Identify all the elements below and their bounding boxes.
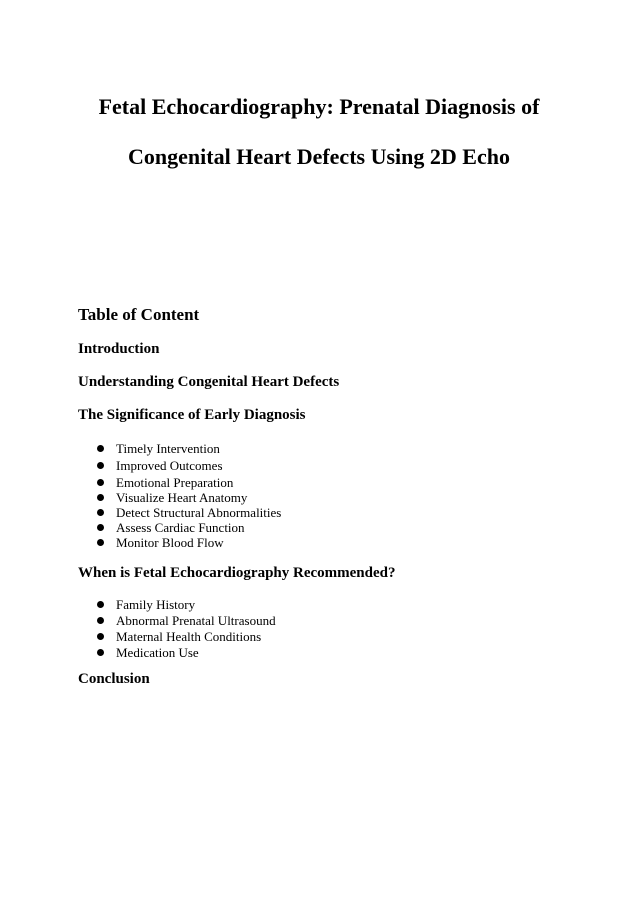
list-item	[94, 458, 281, 473]
bullet-icon	[97, 649, 104, 656]
list-item-text: Detect Structural Abnormalities	[116, 505, 282, 520]
toc-entry-significance: The Significance of Early Diagnosis	[78, 407, 306, 423]
bullet-icon	[97, 509, 104, 516]
list-item	[94, 490, 281, 505]
list-item	[94, 441, 281, 456]
toc-entry-understanding-defects: Understanding Congenital Heart Defects	[78, 374, 340, 390]
list-item-text: Emotional Preparation	[116, 475, 234, 490]
bullet-icon	[97, 617, 104, 624]
toc-entry-when-recommended: When is Fetal Echocardiography Recommended?	[78, 565, 396, 581]
list-item	[94, 505, 281, 520]
list-item	[94, 613, 276, 628]
list-item-text: Family History	[116, 597, 196, 612]
list-item	[94, 645, 276, 660]
list-item-text: Visualize Heart Anatomy	[116, 490, 248, 505]
list-item-text: Maternal Health Conditions	[116, 629, 262, 644]
toc-entry-conclusion: Conclusion	[78, 671, 150, 687]
table-of-content-heading: Table of Content	[78, 305, 200, 324]
document-title-line-2: Congenital Heart Defects Using 2D Echo	[128, 144, 510, 169]
significance-list	[94, 441, 281, 550]
document-title-line-1: Fetal Echocardiography: Prenatal Diagnosis of	[98, 94, 540, 119]
bullet-icon	[97, 494, 104, 501]
toc-entry-introduction: Introduction	[78, 341, 160, 357]
bullet-icon	[97, 445, 104, 452]
bullet-icon	[97, 462, 104, 469]
list-item	[94, 629, 276, 644]
list-item-text: Timely Intervention	[116, 441, 220, 456]
list-item	[94, 520, 281, 535]
list-item-text: Improved Outcomes	[116, 458, 223, 473]
bullet-icon	[97, 524, 104, 531]
when-recommended-list	[94, 597, 276, 661]
list-item	[94, 475, 281, 490]
bullet-icon	[97, 601, 104, 608]
bullet-icon	[97, 633, 104, 640]
list-item-text: Medication Use	[116, 645, 199, 660]
list-item	[94, 597, 276, 612]
bullet-icon	[97, 539, 104, 546]
bullet-icon	[97, 479, 104, 486]
list-item-text: Monitor Blood Flow	[116, 535, 224, 550]
list-item-text: Assess Cardiac Function	[116, 520, 245, 535]
list-item-text: Abnormal Prenatal Ultrasound	[116, 613, 276, 628]
list-item	[94, 535, 281, 550]
